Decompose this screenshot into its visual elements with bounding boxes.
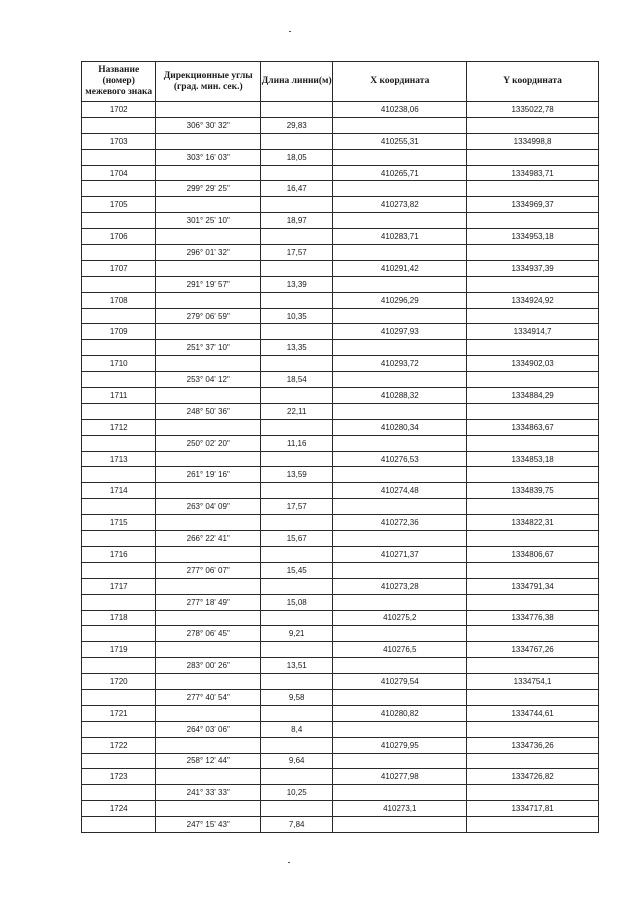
cell-name-empty xyxy=(82,562,156,578)
cell-y-empty xyxy=(467,562,599,578)
cell-point-name: 1724 xyxy=(82,801,156,817)
cell-point-name: 1714 xyxy=(82,483,156,499)
table-row-segment xyxy=(82,117,599,133)
cell-line-length: 16,47 xyxy=(261,181,333,197)
table-row-point xyxy=(82,705,599,721)
cell-y-coordinate: 1334806,67 xyxy=(467,546,599,562)
cell-y-empty xyxy=(467,689,599,705)
cell-line-length: 18,54 xyxy=(261,372,333,388)
cell-y-empty xyxy=(467,308,599,324)
table-row-segment xyxy=(82,562,599,578)
cell-y-coordinate: 1334863,67 xyxy=(467,419,599,435)
table-row-point xyxy=(82,292,599,308)
cell-y-coordinate: 1334884,29 xyxy=(467,388,599,404)
cell-x-coordinate: 410275,2 xyxy=(333,610,467,626)
cell-line-length: 8,4 xyxy=(261,721,333,737)
cell-y-empty xyxy=(467,658,599,674)
cell-name-empty xyxy=(82,499,156,515)
cell-direction-angle: 250° 02' 20" xyxy=(156,435,261,451)
cell-x-empty xyxy=(333,245,467,261)
table-row-point xyxy=(82,388,599,404)
cell-x-empty xyxy=(333,594,467,610)
cell-x-coordinate: 410279,54 xyxy=(333,674,467,690)
cell-direction-angle: 241° 33' 33" xyxy=(156,785,261,801)
cell-point-name: 1702 xyxy=(82,102,156,118)
cell-x-coordinate: 410273,1 xyxy=(333,801,467,817)
table-row-segment xyxy=(82,276,599,292)
table-row-point xyxy=(82,610,599,626)
cell-name-empty xyxy=(82,658,156,674)
header-x-coordinate: X координата xyxy=(333,62,467,102)
cell-x-empty xyxy=(333,531,467,547)
cell-y-empty xyxy=(467,817,599,833)
table-row-segment xyxy=(82,340,599,356)
cell-length-empty xyxy=(261,419,333,435)
cell-length-empty xyxy=(261,801,333,817)
cell-line-length: 17,57 xyxy=(261,499,333,515)
cell-x-empty xyxy=(333,308,467,324)
table-row-segment xyxy=(82,149,599,165)
cell-y-coordinate: 1334953,18 xyxy=(467,229,599,245)
cell-name-empty xyxy=(82,531,156,547)
cell-line-length: 11,16 xyxy=(261,435,333,451)
cell-x-empty xyxy=(333,721,467,737)
cell-y-empty xyxy=(467,149,599,165)
table-header-row xyxy=(82,62,599,102)
cell-y-coordinate: 1334822,31 xyxy=(467,515,599,531)
cell-x-empty xyxy=(333,658,467,674)
cell-angle-empty xyxy=(156,674,261,690)
header-y-coordinate: Y координата xyxy=(467,62,599,102)
cell-length-empty xyxy=(261,388,333,404)
cell-y-empty xyxy=(467,245,599,261)
table-row-point xyxy=(82,229,599,245)
cell-direction-angle: 264° 03' 06" xyxy=(156,721,261,737)
cell-x-coordinate: 410274,48 xyxy=(333,483,467,499)
cell-length-empty xyxy=(261,515,333,531)
cell-name-empty xyxy=(82,467,156,483)
cell-x-coordinate: 410238,06 xyxy=(333,102,467,118)
cell-y-empty xyxy=(467,531,599,547)
cell-direction-angle: 261° 19' 16" xyxy=(156,467,261,483)
cell-length-empty xyxy=(261,165,333,181)
table-row-segment xyxy=(82,785,599,801)
cell-x-empty xyxy=(333,689,467,705)
cell-point-name: 1705 xyxy=(82,197,156,213)
cell-direction-angle: 301° 25' 10" xyxy=(156,213,261,229)
cell-y-empty xyxy=(467,499,599,515)
cell-x-coordinate: 410280,34 xyxy=(333,419,467,435)
table-row-segment xyxy=(82,403,599,419)
cell-length-empty xyxy=(261,674,333,690)
cell-angle-empty xyxy=(156,260,261,276)
cell-x-empty xyxy=(333,181,467,197)
cell-direction-angle: 248° 50' 36" xyxy=(156,403,261,419)
cell-length-empty xyxy=(261,737,333,753)
cell-x-empty xyxy=(333,372,467,388)
cell-direction-angle: 279° 06' 59" xyxy=(156,308,261,324)
cell-x-coordinate: 410296,29 xyxy=(333,292,467,308)
cell-direction-angle: 266° 22' 41" xyxy=(156,531,261,547)
cell-line-length: 29,83 xyxy=(261,117,333,133)
cell-line-length: 18,97 xyxy=(261,213,333,229)
cell-x-empty xyxy=(333,499,467,515)
cell-x-coordinate: 410280,82 xyxy=(333,705,467,721)
table-row-point xyxy=(82,801,599,817)
cell-length-empty xyxy=(261,705,333,721)
cell-angle-empty xyxy=(156,133,261,149)
cell-point-name: 1723 xyxy=(82,769,156,785)
cell-length-empty xyxy=(261,483,333,499)
cell-angle-empty xyxy=(156,419,261,435)
table-row-point xyxy=(82,483,599,499)
table-row-segment xyxy=(82,181,599,197)
cell-y-coordinate: 1334969,37 xyxy=(467,197,599,213)
cell-line-length: 18,05 xyxy=(261,149,333,165)
cell-y-empty xyxy=(467,117,599,133)
cell-angle-empty xyxy=(156,769,261,785)
cell-y-empty xyxy=(467,276,599,292)
cell-point-name: 1719 xyxy=(82,642,156,658)
cell-length-empty xyxy=(261,102,333,118)
cell-line-length: 9,21 xyxy=(261,626,333,642)
cell-length-empty xyxy=(261,324,333,340)
cell-length-empty xyxy=(261,260,333,276)
cell-y-empty xyxy=(467,753,599,769)
cell-direction-angle: 296° 01' 32" xyxy=(156,245,261,261)
cell-line-length: 13,35 xyxy=(261,340,333,356)
cell-direction-angle: 303° 16' 03" xyxy=(156,149,261,165)
header-point-name: Название (номер) межевого знака xyxy=(82,62,156,102)
cell-point-name: 1717 xyxy=(82,578,156,594)
table-row-segment xyxy=(82,817,599,833)
cell-direction-angle: 306° 30' 32" xyxy=(156,117,261,133)
cell-line-length: 17,57 xyxy=(261,245,333,261)
cell-point-name: 1707 xyxy=(82,260,156,276)
cell-x-coordinate: 410279,95 xyxy=(333,737,467,753)
cell-length-empty xyxy=(261,769,333,785)
cell-y-coordinate: 1334937,39 xyxy=(467,260,599,276)
table-row-point xyxy=(82,356,599,372)
cell-x-empty xyxy=(333,435,467,451)
cell-point-name: 1721 xyxy=(82,705,156,721)
cell-angle-empty xyxy=(156,451,261,467)
cell-point-name: 1706 xyxy=(82,229,156,245)
cell-y-coordinate: 1334717,81 xyxy=(467,801,599,817)
cell-x-empty xyxy=(333,753,467,769)
table-row-point xyxy=(82,165,599,181)
cell-angle-empty xyxy=(156,324,261,340)
cell-x-coordinate: 410291,42 xyxy=(333,260,467,276)
cell-point-name: 1704 xyxy=(82,165,156,181)
cell-name-empty xyxy=(82,340,156,356)
cell-name-empty xyxy=(82,817,156,833)
cell-y-coordinate: 1334744,61 xyxy=(467,705,599,721)
cell-direction-angle: 277° 40' 54" xyxy=(156,689,261,705)
table-row-point xyxy=(82,197,599,213)
cell-angle-empty xyxy=(156,515,261,531)
cell-line-length: 13,51 xyxy=(261,658,333,674)
table-row-segment xyxy=(82,531,599,547)
cell-line-length: 10,35 xyxy=(261,308,333,324)
cell-x-coordinate: 410276,53 xyxy=(333,451,467,467)
cell-y-coordinate: 1334902,03 xyxy=(467,356,599,372)
cell-x-empty xyxy=(333,149,467,165)
cell-point-name: 1708 xyxy=(82,292,156,308)
cell-name-empty xyxy=(82,689,156,705)
cell-direction-angle: 283° 00' 26" xyxy=(156,658,261,674)
cell-y-coordinate: 1334754,1 xyxy=(467,674,599,690)
cell-direction-angle: 299° 29' 25" xyxy=(156,181,261,197)
cell-direction-angle: 277° 18' 49" xyxy=(156,594,261,610)
cell-y-empty xyxy=(467,467,599,483)
cell-y-empty xyxy=(467,594,599,610)
table-row-point xyxy=(82,769,599,785)
cell-y-empty xyxy=(467,626,599,642)
cell-length-empty xyxy=(261,229,333,245)
header-line-length: Длина линии(м) xyxy=(261,62,333,102)
cell-y-coordinate: 1334791,34 xyxy=(467,578,599,594)
table-row-point xyxy=(82,515,599,531)
cell-x-coordinate: 410277,98 xyxy=(333,769,467,785)
cell-y-coordinate: 1334924,92 xyxy=(467,292,599,308)
cell-angle-empty xyxy=(156,102,261,118)
cell-point-name: 1710 xyxy=(82,356,156,372)
cell-name-empty xyxy=(82,117,156,133)
cell-direction-angle: 278° 06' 45" xyxy=(156,626,261,642)
cell-point-name: 1716 xyxy=(82,546,156,562)
cell-name-empty xyxy=(82,753,156,769)
cell-y-coordinate: 1334736,26 xyxy=(467,737,599,753)
table-body xyxy=(82,102,599,833)
table-row-segment xyxy=(82,594,599,610)
cell-x-empty xyxy=(333,467,467,483)
cell-x-coordinate: 410255,31 xyxy=(333,133,467,149)
table-row-point xyxy=(82,674,599,690)
cell-angle-empty xyxy=(156,610,261,626)
cell-angle-empty xyxy=(156,388,261,404)
cell-y-empty xyxy=(467,213,599,229)
cell-x-empty xyxy=(333,562,467,578)
cell-name-empty xyxy=(82,181,156,197)
cell-name-empty xyxy=(82,626,156,642)
cell-line-length: 13,59 xyxy=(261,467,333,483)
header-direction-angle: Дирекционные углы (град. мин. сек.) xyxy=(156,62,261,102)
cell-line-length: 15,67 xyxy=(261,531,333,547)
table-row-segment xyxy=(82,467,599,483)
cell-y-coordinate: 1335022,78 xyxy=(467,102,599,118)
cell-y-coordinate: 1334853,18 xyxy=(467,451,599,467)
table-row-segment xyxy=(82,372,599,388)
cell-y-coordinate: 1334776,38 xyxy=(467,610,599,626)
cell-line-length: 15,45 xyxy=(261,562,333,578)
cell-line-length: 9,58 xyxy=(261,689,333,705)
cell-y-coordinate: 1334726,82 xyxy=(467,769,599,785)
table-row-point xyxy=(82,642,599,658)
cell-length-empty xyxy=(261,292,333,308)
cell-y-coordinate: 1334914,7 xyxy=(467,324,599,340)
cell-name-empty xyxy=(82,785,156,801)
table-row-point xyxy=(82,260,599,276)
cell-name-empty xyxy=(82,594,156,610)
cell-angle-empty xyxy=(156,229,261,245)
table-row-point xyxy=(82,324,599,340)
table-row-segment xyxy=(82,245,599,261)
table-row-segment xyxy=(82,658,599,674)
table-row-segment xyxy=(82,626,599,642)
cell-x-empty xyxy=(333,403,467,419)
table-row-point xyxy=(82,133,599,149)
cell-x-empty xyxy=(333,340,467,356)
cell-length-empty xyxy=(261,610,333,626)
cell-name-empty xyxy=(82,213,156,229)
cell-point-name: 1720 xyxy=(82,674,156,690)
cell-point-name: 1709 xyxy=(82,324,156,340)
cell-direction-angle: 277° 06' 07" xyxy=(156,562,261,578)
cell-name-empty xyxy=(82,308,156,324)
cell-point-name: 1712 xyxy=(82,419,156,435)
cell-line-length: 15,08 xyxy=(261,594,333,610)
cell-length-empty xyxy=(261,133,333,149)
table-row-segment xyxy=(82,689,599,705)
table-row-point xyxy=(82,578,599,594)
cell-x-coordinate: 410271,37 xyxy=(333,546,467,562)
cell-x-empty xyxy=(333,785,467,801)
table-row-segment xyxy=(82,499,599,515)
cell-point-name: 1703 xyxy=(82,133,156,149)
scan-speck xyxy=(289,31,291,32)
cell-y-coordinate: 1334839,75 xyxy=(467,483,599,499)
cell-y-empty xyxy=(467,785,599,801)
cell-y-coordinate: 1334767,26 xyxy=(467,642,599,658)
cell-length-empty xyxy=(261,451,333,467)
table-row-point xyxy=(82,451,599,467)
cell-x-coordinate: 410265,71 xyxy=(333,165,467,181)
cell-direction-angle: 247° 15' 43" xyxy=(156,817,261,833)
table-row-segment xyxy=(82,435,599,451)
table-row-segment xyxy=(82,721,599,737)
cell-name-empty xyxy=(82,372,156,388)
cell-length-empty xyxy=(261,642,333,658)
cell-y-empty xyxy=(467,403,599,419)
table-row-point xyxy=(82,102,599,118)
cell-name-empty xyxy=(82,245,156,261)
cell-name-empty xyxy=(82,149,156,165)
cell-point-name: 1713 xyxy=(82,451,156,467)
cell-name-empty xyxy=(82,276,156,292)
table-row-segment xyxy=(82,753,599,769)
cell-point-name: 1718 xyxy=(82,610,156,626)
cell-name-empty xyxy=(82,721,156,737)
cell-angle-empty xyxy=(156,705,261,721)
cell-line-length: 13,39 xyxy=(261,276,333,292)
scan-speck xyxy=(288,862,290,863)
cell-direction-angle: 253° 04' 12" xyxy=(156,372,261,388)
cell-x-coordinate: 410288,32 xyxy=(333,388,467,404)
cell-angle-empty xyxy=(156,197,261,213)
cell-length-empty xyxy=(261,356,333,372)
cell-angle-empty xyxy=(156,483,261,499)
cell-angle-empty xyxy=(156,737,261,753)
cell-y-coordinate: 1334983,71 xyxy=(467,165,599,181)
cell-x-coordinate: 410293,72 xyxy=(333,356,467,372)
cell-direction-angle: 263° 04' 09" xyxy=(156,499,261,515)
cell-line-length: 9,64 xyxy=(261,753,333,769)
cell-x-empty xyxy=(333,213,467,229)
cell-angle-empty xyxy=(156,292,261,308)
cell-y-empty xyxy=(467,340,599,356)
cell-name-empty xyxy=(82,435,156,451)
table-row-segment xyxy=(82,308,599,324)
cell-x-empty xyxy=(333,276,467,292)
cell-x-coordinate: 410276,5 xyxy=(333,642,467,658)
cell-point-name: 1711 xyxy=(82,388,156,404)
boundary-points-table xyxy=(81,61,599,833)
cell-angle-empty xyxy=(156,165,261,181)
table-row-segment xyxy=(82,213,599,229)
cell-x-empty xyxy=(333,117,467,133)
cell-y-empty xyxy=(467,435,599,451)
cell-y-empty xyxy=(467,181,599,197)
cell-x-coordinate: 410272,36 xyxy=(333,515,467,531)
cell-point-name: 1715 xyxy=(82,515,156,531)
cell-angle-empty xyxy=(156,578,261,594)
table-row-point xyxy=(82,419,599,435)
cell-y-coordinate: 1334998,8 xyxy=(467,133,599,149)
cell-x-coordinate: 410273,82 xyxy=(333,197,467,213)
cell-line-length: 7,84 xyxy=(261,817,333,833)
cell-angle-empty xyxy=(156,546,261,562)
cell-length-empty xyxy=(261,546,333,562)
table-row-point xyxy=(82,737,599,753)
cell-point-name: 1722 xyxy=(82,737,156,753)
cell-line-length: 10,25 xyxy=(261,785,333,801)
cell-x-empty xyxy=(333,817,467,833)
cell-direction-angle: 258° 12' 44" xyxy=(156,753,261,769)
cell-angle-empty xyxy=(156,356,261,372)
cell-length-empty xyxy=(261,578,333,594)
cell-x-coordinate: 410283,71 xyxy=(333,229,467,245)
table-row-point xyxy=(82,546,599,562)
cell-angle-empty xyxy=(156,801,261,817)
cell-angle-empty xyxy=(156,642,261,658)
cell-length-empty xyxy=(261,197,333,213)
cell-x-empty xyxy=(333,626,467,642)
cell-x-coordinate: 410297,93 xyxy=(333,324,467,340)
cell-x-coordinate: 410273,28 xyxy=(333,578,467,594)
cell-direction-angle: 291° 19' 57" xyxy=(156,276,261,292)
cell-direction-angle: 251° 37' 10" xyxy=(156,340,261,356)
cell-y-empty xyxy=(467,721,599,737)
cell-name-empty xyxy=(82,403,156,419)
cell-y-empty xyxy=(467,372,599,388)
cell-line-length: 22,11 xyxy=(261,403,333,419)
